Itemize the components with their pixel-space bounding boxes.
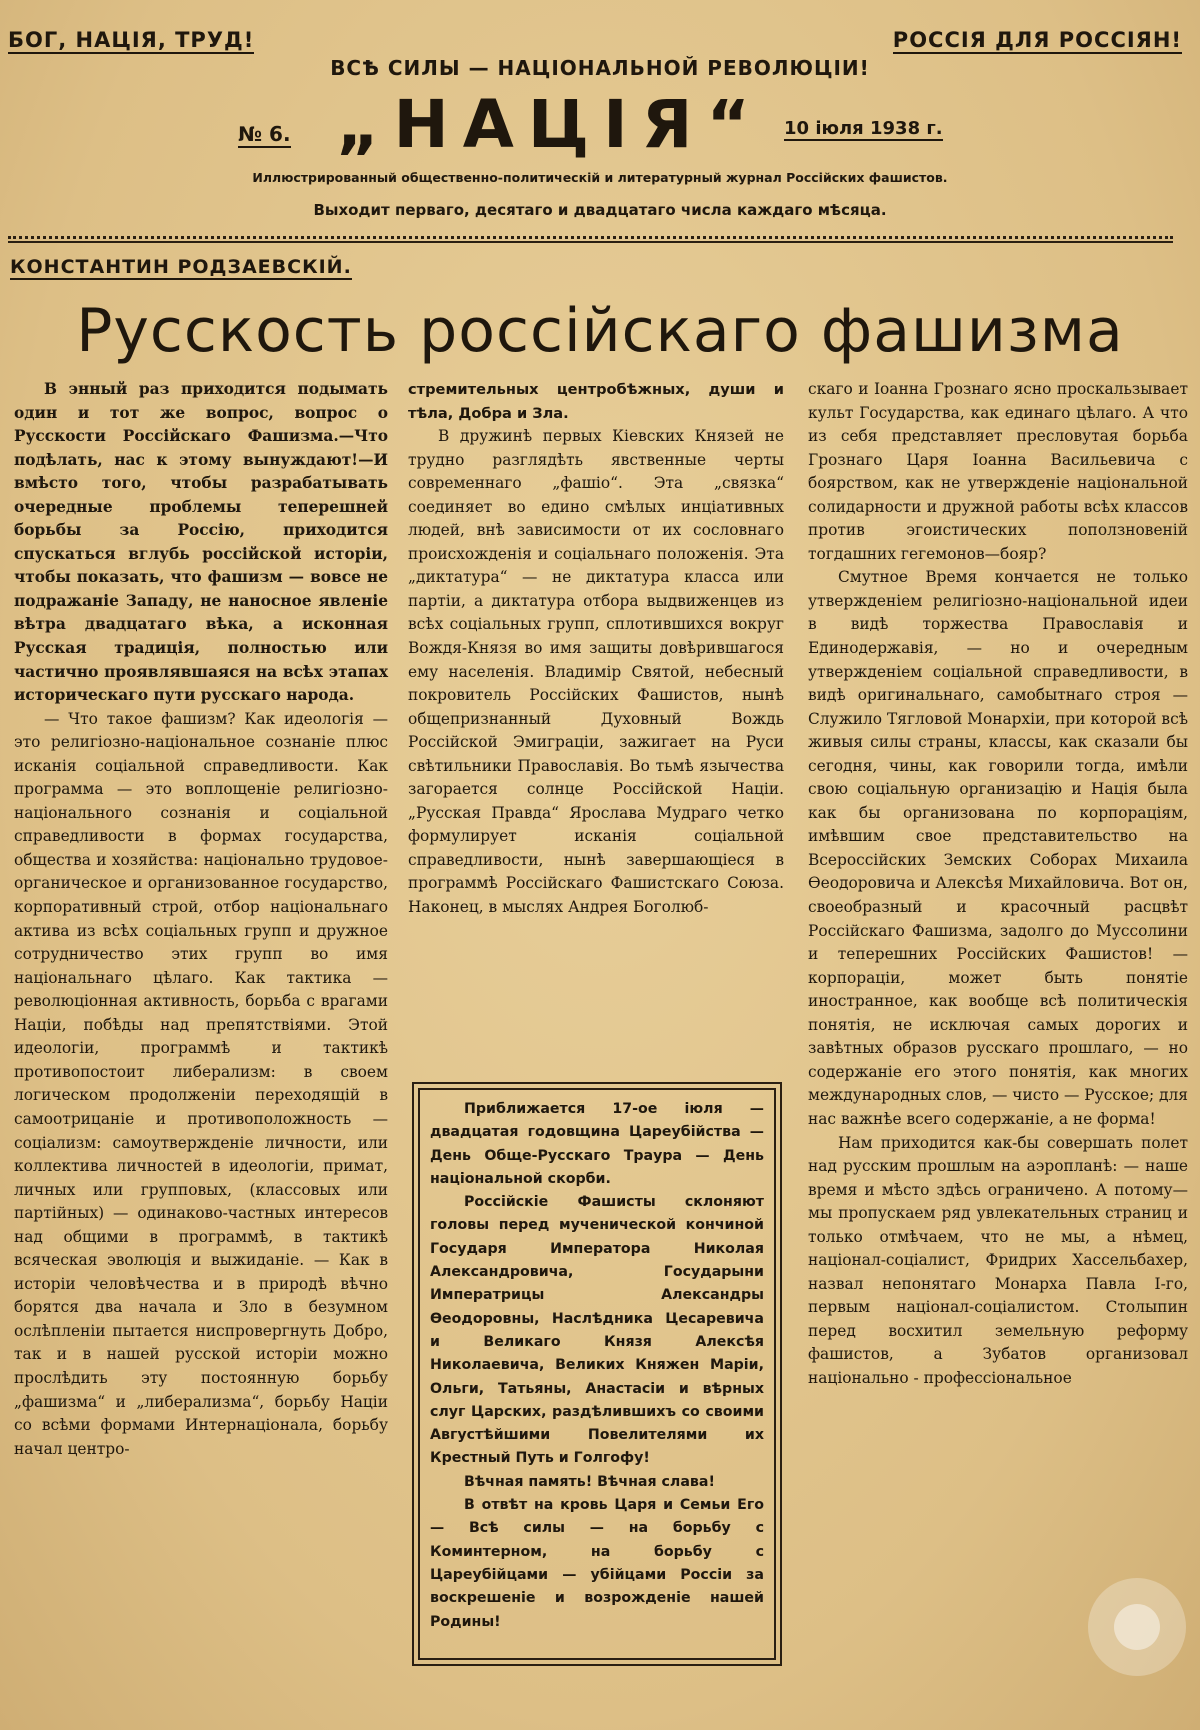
slogan-center: ВСѢ СИЛЫ — НАЦІОНАЛЬНОЙ РЕВОЛЮЦІИ!	[330, 56, 870, 80]
journal-subtitle: Иллюстрированный общественно-политическій и литературный журнал Россійских фашистов.	[252, 170, 948, 185]
article-column-1	[14, 378, 388, 1461]
article-author: КОНСТАНТИН РОДЗАЕВСКІЙ.	[10, 256, 352, 278]
paragraph: Нам приходится как-бы совершать полет над русским прошлым на аэропланѣ: — наше время и мѣсто здѣсь ограничено. А потому—мы пропускаем ряд увлекательных страниц и только отмѣчаем, что не мы, а нѣмец, націонал-соціалист, Фридрих Хассельбахер, назвал непонятаго Монарха Павла I-го, первым націонал-соціалистом. Столыпин перед восхитил земельную реформу фашистов, а Зубатов организовал національно - профессіональное	[808, 1133, 1188, 1387]
watermark-stamp	[1088, 1578, 1186, 1676]
issue-number: № 6.	[238, 122, 291, 146]
watermark-stamp-center	[1114, 1604, 1160, 1650]
slogan-left: БОГ, НАЦІЯ, ТРУД!	[8, 28, 255, 52]
memorial-notice-box	[418, 1088, 776, 1660]
publication-frequency: Выходит перваго, десятаго и двадцатаго числа каждаго мѣсяца.	[313, 201, 887, 219]
paragraph: В дружинѣ первых Кіевских Князей не трудно разглядѣть явственные черты современнаго „фашіо“. Эта „связка“ соединяет во едино смѣлых инціативных людей, внѣ зависимости от их сословнаго происхожденія и соціальнаго положенія. Эта „диктатура“ — не диктатура класса или партіи, а диктатура отбора выдвиженцев из всѣх соціальных групп, сплотившихся вокруг Вождя-Князя во имя защиты довѣрившагося ему населенія. Владимір Святой, небесный покровитель Россійских Фашистов, нынѣ общепризнанный Духовный Вождь Россійской Эмиграціи, зажигает на Руси свѣтильники Православія. Во тьмѣ язычества загорается солнце Россійской Націи. „Русская Правда“ Ярослава Мудраго четко формулирует исканія соціальной справедливости, нынѣ завершающіеся в программѣ Россійскаго Фашистскаго Союза. Наконец, в мыслях Андрея Боголюб-	[408, 427, 784, 917]
paragraph: Смутное Время кончается не только утвержденіем религіозно-національной идеи в видѣ торжества Православія и Единодержавія, — но и очередным утвержденіем соціальной справедливости, в видѣ оригинальнаго, самобытнаго строя — Служило Тягловой Монархіи, при которой всѣ живыя силы страны, классы, как сказали бы сегодня, чины, как говорили тогда, имѣли свою соціальную организацію и Нація была как бы организована по корпораціям, имѣвшим свое представительство на Всероссійских Земских Соборах Михаила Өеодоровича и Алексѣя Михайловича. Вот он, своеобразный и красочный расцвѣт Россійскаго Фашизма, задолго до Муссолини и теперешних Россійских Фашистов! — корпораціи, может быть понятіе иностранное, как вообще всѣ политическія понятія, не исключая самых дорогих и завѣтных образов русскаго прошлаго, — но содержаніе его этого понятія, как многих международных слов, — чисто — Русское; для нас важнѣе всего содержаніе, а не форма!	[808, 568, 1188, 1128]
header-divider-dotted	[8, 236, 1173, 239]
notice-paragraph: Вѣчная память! Вѣчная слава!	[464, 1473, 715, 1490]
article-column-2	[408, 378, 784, 920]
notice-paragraph: Приближается 17-ое іюля — двадцатая годовщина Цареубійства — День Обще-Русскаго Траура — День національной скорби.	[430, 1101, 764, 1187]
paragraph: скаго и Іоанна Грознаго ясно проскальзывает культ Государства, как единаго цѣлаго. А что из себя представляет пресловутая борьба Грознаго Царя Іоанна Васильевича с боярством, как не утвержденіе національной солидарности и дружной работы всѣх классов против эгоистических поползновеній тогдашних гегемонов—бояр?	[808, 380, 1188, 563]
article-column-3	[808, 378, 1188, 1391]
paragraph: стремительных центробѣжных, души и тѣла, Добра и Зла.	[408, 381, 784, 422]
paragraph: — Что такое фашизм? Как идеологія — это религіозно-національное сознаніе плюс исканія соціальной справедливости. Как программа — это воплощеніе религіозно-національного сознанія и соціальной справедливости в формах государства, общества и хозяйства: національно трудовое-органическое и организованное государство, корпоративный строй, отбор національнаго актива из всѣх соціальных групп и дружное сотрудничество этих групп во имя національнаго цѣлаго. Как тактика — революціонная активность, борьба с врагами Націи, побѣды над препятствіями. Этой идеологіи, программѣ и тактикѣ противопостоит либерализм: в своем логическом продолженіи переходящій в самоотрицаніе и противоположность — соціализм: самоутвержденіе личности, или коллектива личностей в идеологіи, примат, личных или групповых, (классовых или партійных) — одинаково-частных интересов над общими в программѣ, в тактикѣ всяческая эволюція и выжиданіе. — Как в исторіи человѣчества и в природѣ вѣчно борятся два начала и Зло в безумном ослѣпленіи пытается ниспровергнуть Добро, так и в нашей русской исторіи можно прослѣдить эту постоянную борьбу „фашизма“ и „либерализма“, борьбу Націи со всѣми формами Интернаціонала, борьбу начал центро-	[14, 709, 388, 1458]
article-headline: Русскость россійскаго фашизма	[76, 296, 1124, 366]
header-divider	[8, 241, 1173, 243]
journal-title: „НАЦІЯ“	[336, 86, 764, 163]
paragraph: В энный раз приходится подымать один и тот же вопрос, вопрос о Русскости Россійскаго Фашизма.—Что подѣлать, нас к этому вынуждают!—И вмѣсто того, чтобы разрабатывать очередные проблемы теперешней борьбы за Россію, приходится спускаться вглубь россійской исторіи, чтобы показать, что фашизм — вовсе не подражаніе Западу, не наносное явленіе вѣтра двадцатаго вѣка, а исконная Русская традиція, полностью или частично проявлявшаяся на всѣх этапах историческаго пути русскаго народа.	[14, 380, 388, 705]
masthead	[0, 86, 1200, 170]
notice-paragraph: В отвѣт на кровь Царя и Семьи Его — Всѣ силы — на борьбу с Коминтерном, на борьбу с Цареубійцами — убійцами Россіи за воскрешеніе и возрожденіе нашей Родины!	[430, 1497, 764, 1630]
issue-date: 10 іюля 1938 г.	[784, 118, 943, 139]
notice-paragraph: Россійскіе Фашисты склоняют головы перед мученической кончиной Государя Императора Николая Александровича, Государыни Императрицы Александры Өеодоровны, Наслѣдника Цесаревича и Великаго Князя Алексѣя Николаевича, Великих Княжен Маріи, Ольги, Татьяны, Анастасіи и вѣрных слуг Царских, раздѣлившихъ со своими Августѣйшими Повелителями их Крестный Путь и Голгофу!	[430, 1194, 764, 1467]
slogan-right: РОССІЯ ДЛЯ РОССІЯН!	[892, 28, 1182, 52]
